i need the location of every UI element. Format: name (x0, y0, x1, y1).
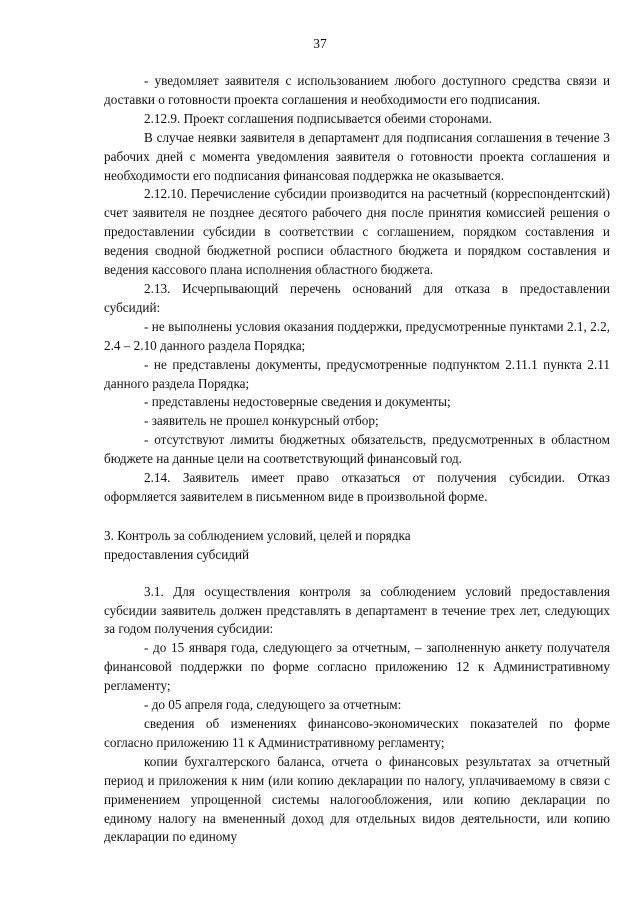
paragraph: В случае неявки заявителя в департамент для подписания соглашения в течение 3 рабочих дней с момента уведомления заявителя о готовности проекта соглашения и необходимости его подписания финансовая поддержка не оказывается. (104, 129, 610, 183)
paragraph: - представлены недостоверные сведения и документы; (144, 394, 451, 410)
paragraph: - отсутствуют лимиты бюджетных обязательств, предусмотренных в областном бюджете на данные цели на соответствующий финансовый год. (104, 432, 610, 467)
paragraph: 2.12.9. Проект соглашения подписывается обеими сторонами. (144, 110, 492, 126)
paragraph: 2.13. Исчерпывающий перечень оснований для отказа в предоставлении субсидий: (104, 280, 610, 315)
paragraph: 3.1. Для осуществления контроля за соблюдением условий предоставления субсидии заявитель должен представлять в департамент в течение трех лет, следующих за годом получения субсидии: (104, 583, 610, 637)
section-heading (104, 527, 610, 565)
paragraph: сведения об изменениях финансово-экономических показателей по форме согласно приложению 11 к Административному регламенту; (104, 716, 610, 750)
paragraph: - не представлены документы, предусмотренные подпунктом 2.11.1 пункта 2.11 данного раздела Порядка; (104, 356, 610, 391)
section-heading-line-1: 3. Контроль за соблюдением условий, целей и порядка (104, 527, 411, 543)
paragraph: - до 15 января года, следующего за отчетным, – заполненную анкету получателя финансовой поддержки по форме согласно приложению 12 к Административному регламенту; (104, 640, 610, 694)
paragraph: - уведомляет заявителя с использованием любого доступного средства связи и доставки о готовности проекта соглашения и необходимости его подписания. (104, 73, 610, 107)
paragraph: - до 05 апреля года, следующего за отчетным: (144, 697, 402, 713)
page-number: 37 (313, 36, 327, 51)
paragraph: копии бухгалтерского баланса, отчета о финансовых результатах за отчетный период и приложения к ним (или копию декларации по налогу, уплачиваемому в связи с применением упрощенной системы налогообложения, или копию декларации по единому налогу на вмененный доход для отдельных видов деятельности, или копию декларации по единому (104, 753, 610, 845)
paragraph: 2.12.10. Перечисление субсидии производится на расчетный (корреспондентский) счет заявителя не позднее десятого рабочего дня после принятия комиссией решения о предоставлении субсидии в соответствии с соглашением, порядком составления и ведения сводной бюджетной росписи областного бюджета и порядком составления и ведения кассового плана исполнения областного бюджета. (104, 186, 610, 278)
document-body (104, 72, 610, 847)
paragraph: - заявитель не прошел конкурсный отбор; (144, 413, 379, 429)
section-heading-line-2: предоставления субсидий (104, 546, 250, 562)
paragraph: 2.14. Заявитель имеет право отказаться от получения субсидии. Отказ оформляется заявителем в письменном виде в произвольной форме. (104, 470, 610, 504)
paragraph: - не выполнены условия оказания поддержки, предусмотренные пунктами 2.1, 2.2, 2.4 – 2.10 данного раздела Порядка; (104, 318, 610, 353)
